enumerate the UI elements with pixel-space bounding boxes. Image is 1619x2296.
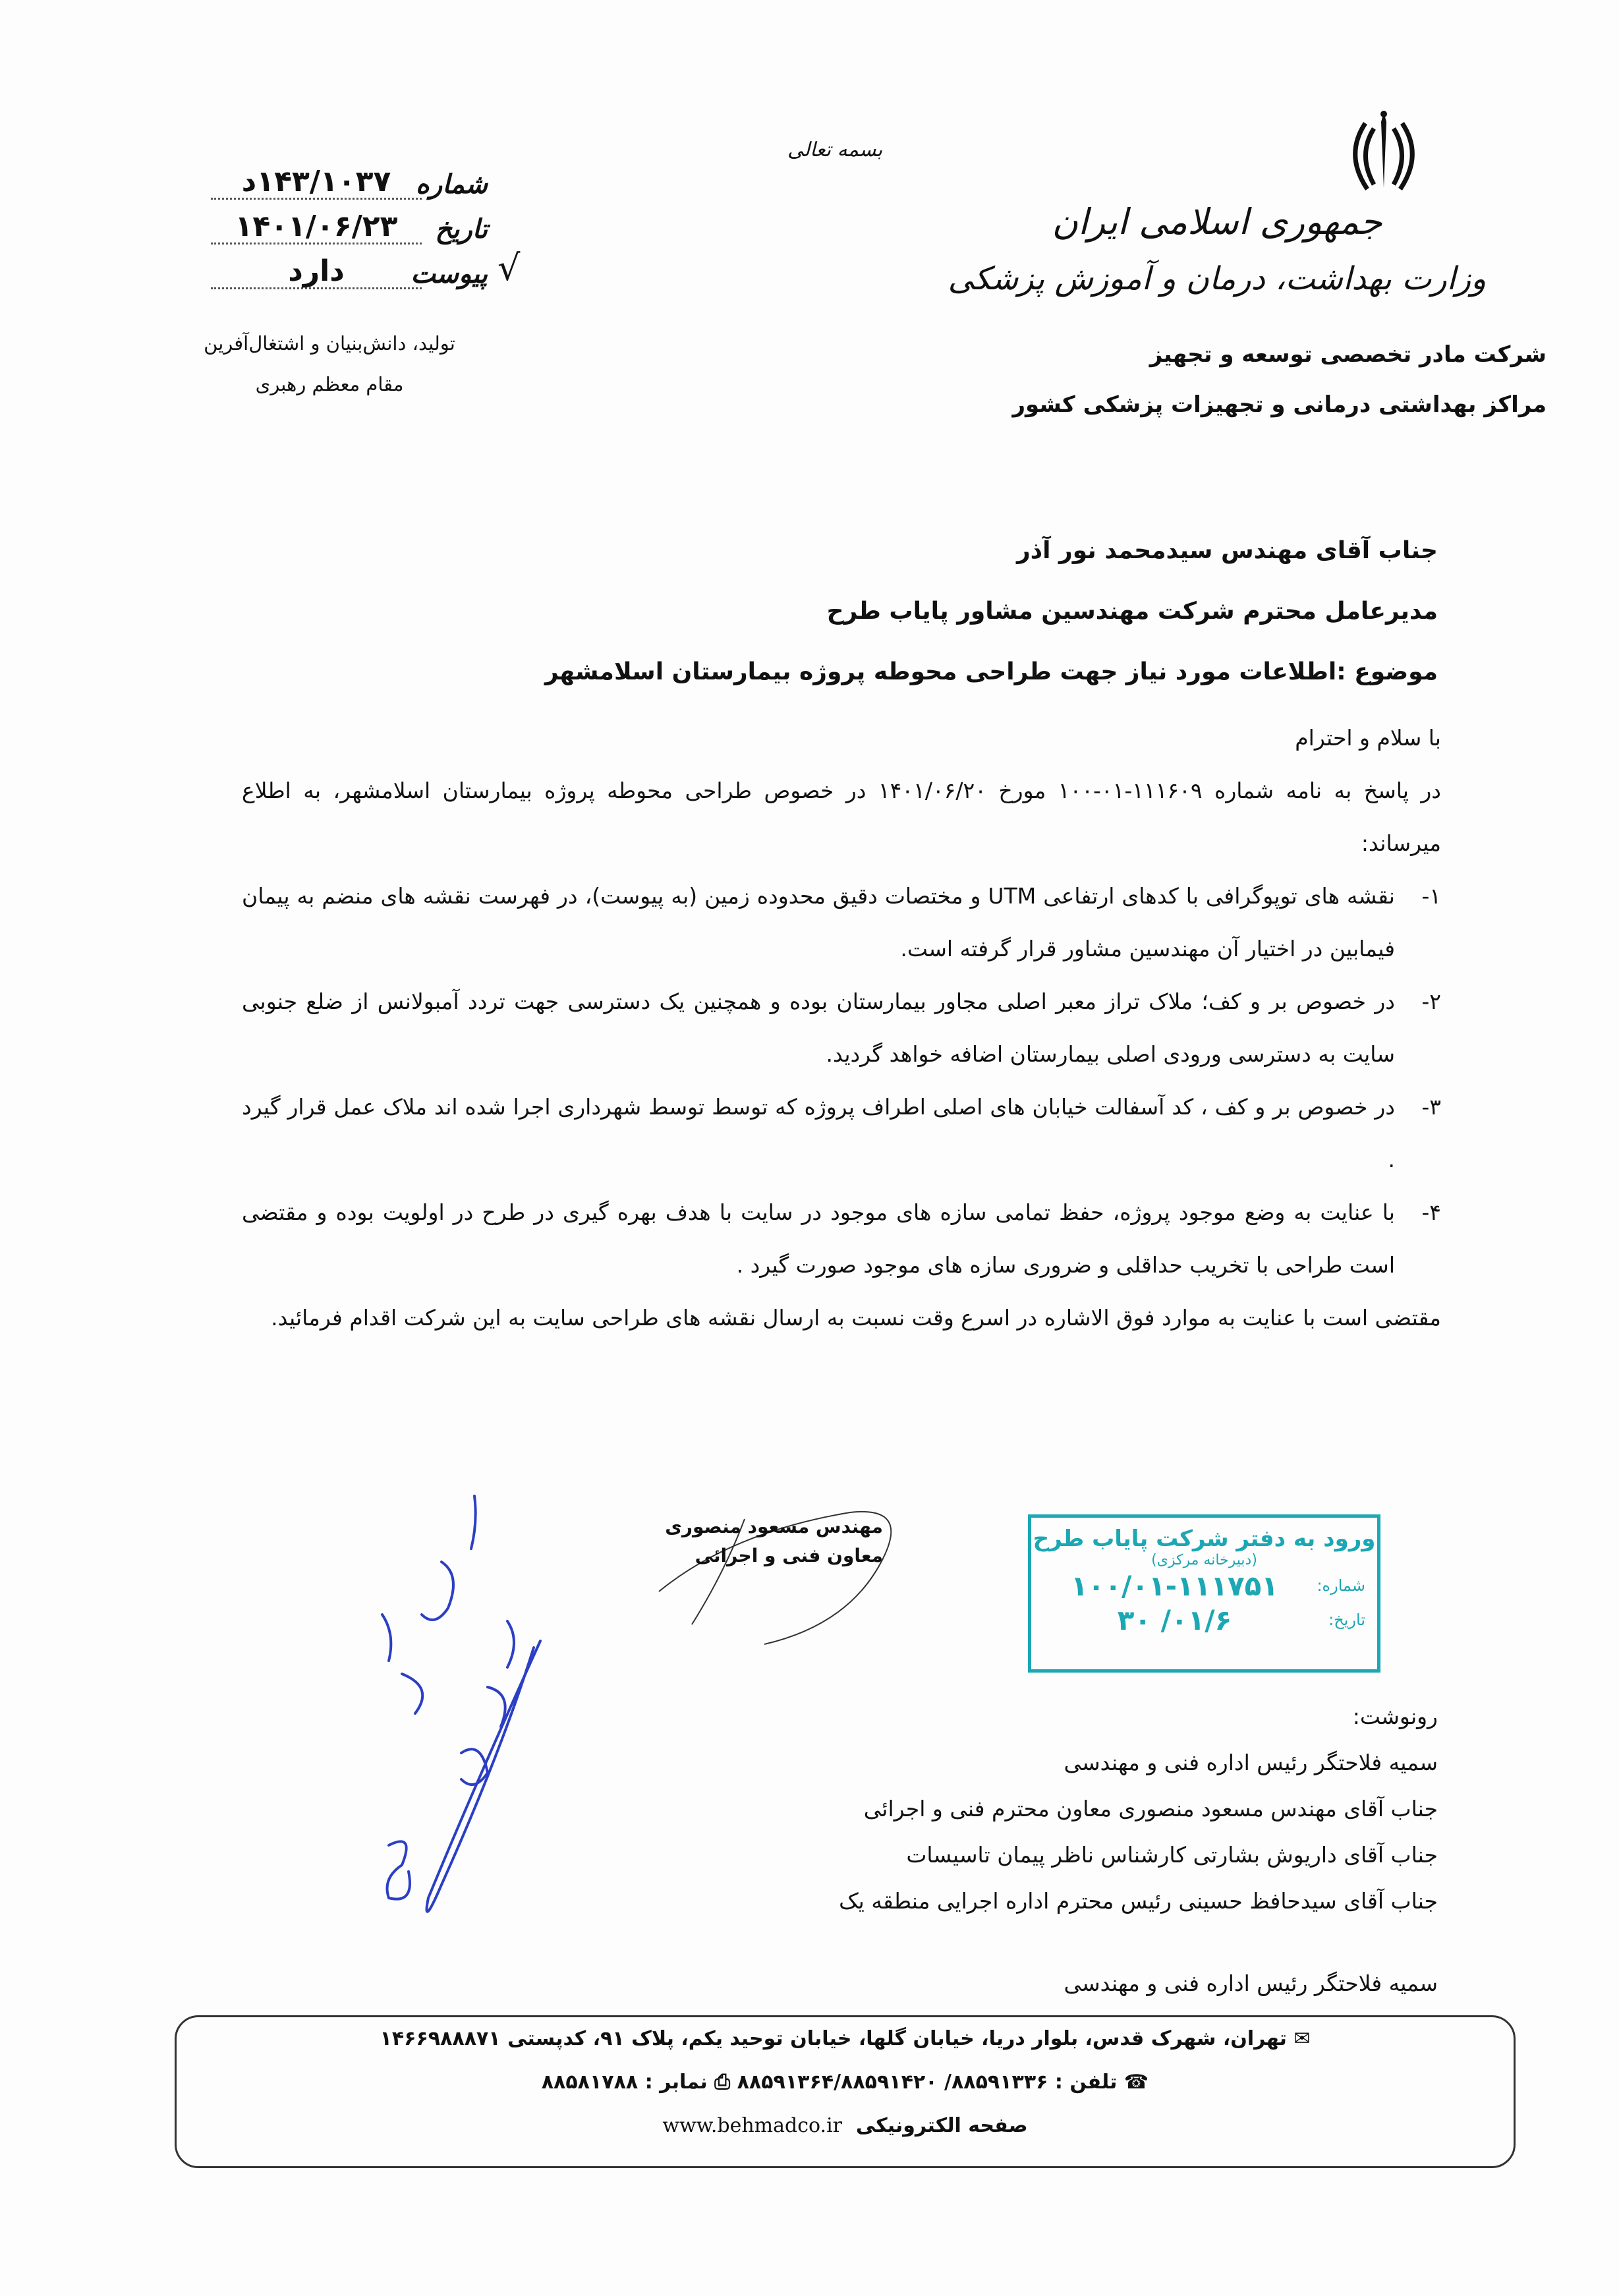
prepared-by: سمیه فلاحتگر رئیس اداره فنی و مهندسی [1064, 1970, 1438, 1996]
signer-title: معاون فنی و اجرائی [695, 1545, 883, 1566]
ministry-calligraphy: وزارت بهداشت، درمان و آموزش پزشکی [948, 260, 1487, 297]
check-mark-icon: √ [497, 247, 521, 289]
letter-body [242, 712, 1441, 1344]
received-stamp [1028, 1514, 1380, 1673]
stamp-date-label: تاریخ: [1328, 1611, 1365, 1629]
letter-metadata [211, 155, 488, 289]
stamp-number-label: شماره: [1317, 1576, 1365, 1595]
company-line-2: مراکز بهداشتی درمانی و تجهیزات پزشکی کشور [1012, 391, 1547, 418]
addressee-name: جناب آقای مهندس سیدمحمد نور آذر [1016, 537, 1438, 564]
iran-emblem-icon [1344, 109, 1423, 194]
item-number: ۳- [1421, 1094, 1441, 1120]
subject-line: موضوع :اطلاعات مورد نیاز جهت طراحی محوطه پروژه بیمارستان اسلامشهر [544, 658, 1438, 685]
greeting: با سلام و احترام [1295, 725, 1441, 751]
item-text: در خصوص بر و کف؛ ملاک تراز معبر اصلی مجاور بیمارستان بوده و همچنین یک دسترسی جهت تردد آمبولانس از ضلع جنوبی سایت به دسترسی ورودی اصلی بیمارستان اضافه خواهد گردید. [242, 989, 1395, 1067]
intro-paragraph: در پاسخ به نامه شماره ۱۱۱۶۰۹-۰۱-۱۰۰ مورخ ۱۴۰۱/۰۶/۲۰ در خصوص طراحی محوطه پروژه بیمارستان اسلامشهر، به اطلاع میرساند: [242, 778, 1442, 856]
cc-recipient: سمیه فلاحتگر رئیس اداره فنی و مهندسی [1064, 1750, 1438, 1775]
phone-value: ۸۸۵۹۱۳۳۶/ ۸۸۵۹۱۳۶۴/۸۸۵۹۱۴۲۰ [737, 2071, 1048, 2094]
addressee-title: مدیرعامل محترم شرکت مهندسین مشاور پایاب طرح [826, 598, 1438, 625]
slogan [138, 323, 521, 405]
slogan-line-2: مقام معظم رهبری [255, 373, 404, 395]
footer-website [177, 2104, 1514, 2148]
list-item [242, 1186, 1441, 1292]
item-number: ۲- [1421, 989, 1441, 1014]
item-text: با عنایت به وضع موجود پروژه، حفظ تمامی سازه های موجود در سایت با هدف بهره گیری در طرح در اولویت بوده و مقتضی است طراحی با تخریب حداقلی و ضروری سازه های موجود صورت گیرد . [242, 1199, 1395, 1278]
item-number: ۱- [1421, 883, 1441, 909]
stamp-number-row [1031, 1568, 1377, 1603]
stamp-number-value: ۱۰۰/۰۱-۱۱۱۷۵۱ [1071, 1569, 1278, 1602]
item-text: نقشه های توپوگرافی با کدهای ارتفاعی UTM و مختصات دقیق محدوده زمین (به پیوست)، در فهرست نقشه های منضم به پیمان فیمابین در اختیار آن مهندسین مشاور قرار گرفته است. [242, 883, 1395, 961]
cc-recipient: جناب آقای مهندس مسعود منصوری معاون محترم فنی و اجرائی [863, 1796, 1438, 1822]
cc-recipient: جناب آقای داریوش بشارتی کارشناس ناظر پیمان تاسیسات [906, 1842, 1438, 1868]
attachment-label: پیوست [411, 258, 488, 289]
website-label: صفحه الکترونیکی [855, 2114, 1028, 2137]
letter-number-row [211, 155, 488, 200]
footer-phone-fax [177, 2061, 1514, 2104]
number-label: شماره [415, 169, 488, 200]
phone-label: تلفن : [1054, 2071, 1118, 2094]
stamp-title: ورود به دفتر شرکت پایاب طرح [1033, 1526, 1376, 1552]
footer-contact-box [175, 2015, 1516, 2168]
republic-calligraphy: جمهوری اسلامی ایران [1052, 201, 1382, 243]
attachment-value: دارد [211, 256, 422, 289]
list-item [242, 870, 1441, 975]
letter-date-row [211, 200, 488, 244]
stamp-date-value: ۰۱/۶/ ۳۰ [1117, 1603, 1232, 1636]
website-link[interactable]: www.behmadco.ir [662, 2114, 843, 2137]
signer-name: مهندس مسعود منصوری [665, 1516, 883, 1537]
list-item [242, 975, 1441, 1081]
bismillah: بسمه تعالی [787, 138, 883, 161]
company-name [953, 330, 1547, 430]
cc-list [383, 1694, 1438, 1924]
item-text: در خصوص بر و کف ، کد آسفالت خیابان های اصلی اطراف پروژه که توسط توسط شهرداری اجرا شده اند ملاک عمل قرار گیرد . [242, 1094, 1395, 1172]
fax-icon: ⎙ [707, 2071, 731, 2094]
footer-address: ✉ تهران، شهرک قدس، بلوار دریا، خیابان گلها، خیابان توحید یکم، پلاک ۹۱، کدپستی ۱۴۶۶۹۸۸۸۷۱ [380, 2027, 1311, 2050]
envelope-icon: ✉ [1286, 2027, 1311, 2050]
cc-heading: رونوشت: [1352, 1704, 1438, 1729]
list-item [242, 1081, 1441, 1186]
phone-icon: ☎ [1117, 2071, 1149, 2094]
stamp-subtitle: (دبیرخانه مرکزی) [1151, 1552, 1257, 1568]
closing-paragraph: مقتضی است با عنایت به موارد فوق الاشاره در اسرع وقت نسبت به ارسال نقشه های طراحی سایت به این شرکت اقدام فرمائید. [271, 1305, 1441, 1331]
fax-label: نمابر : [644, 2071, 708, 2094]
number-value: ۱۴۳/۱۰۳۷د [211, 166, 422, 200]
fax-value: ۸۸۵۸۱۷۸۸ [541, 2071, 639, 2094]
cc-recipient: جناب آقای سیدحافظ حسینی رئیس محترم اداره اجرایی منطقه یک [839, 1888, 1438, 1914]
attachment-row [211, 244, 488, 289]
signature-block [633, 1512, 883, 1570]
item-number: ۴- [1421, 1199, 1441, 1225]
date-label: تاریخ [435, 214, 488, 244]
stamp-date-row [1031, 1603, 1377, 1637]
date-value: ۱۴۰۱/۰۶/۲۳ [211, 211, 422, 244]
slogan-line-1: تولید، دانش‌بنیان و اشتغال‌آفرین [204, 332, 455, 355]
addressee-block [186, 521, 1438, 703]
company-line-1: شرکت مادر تخصصی توسعه و تجهیز [1149, 341, 1547, 368]
